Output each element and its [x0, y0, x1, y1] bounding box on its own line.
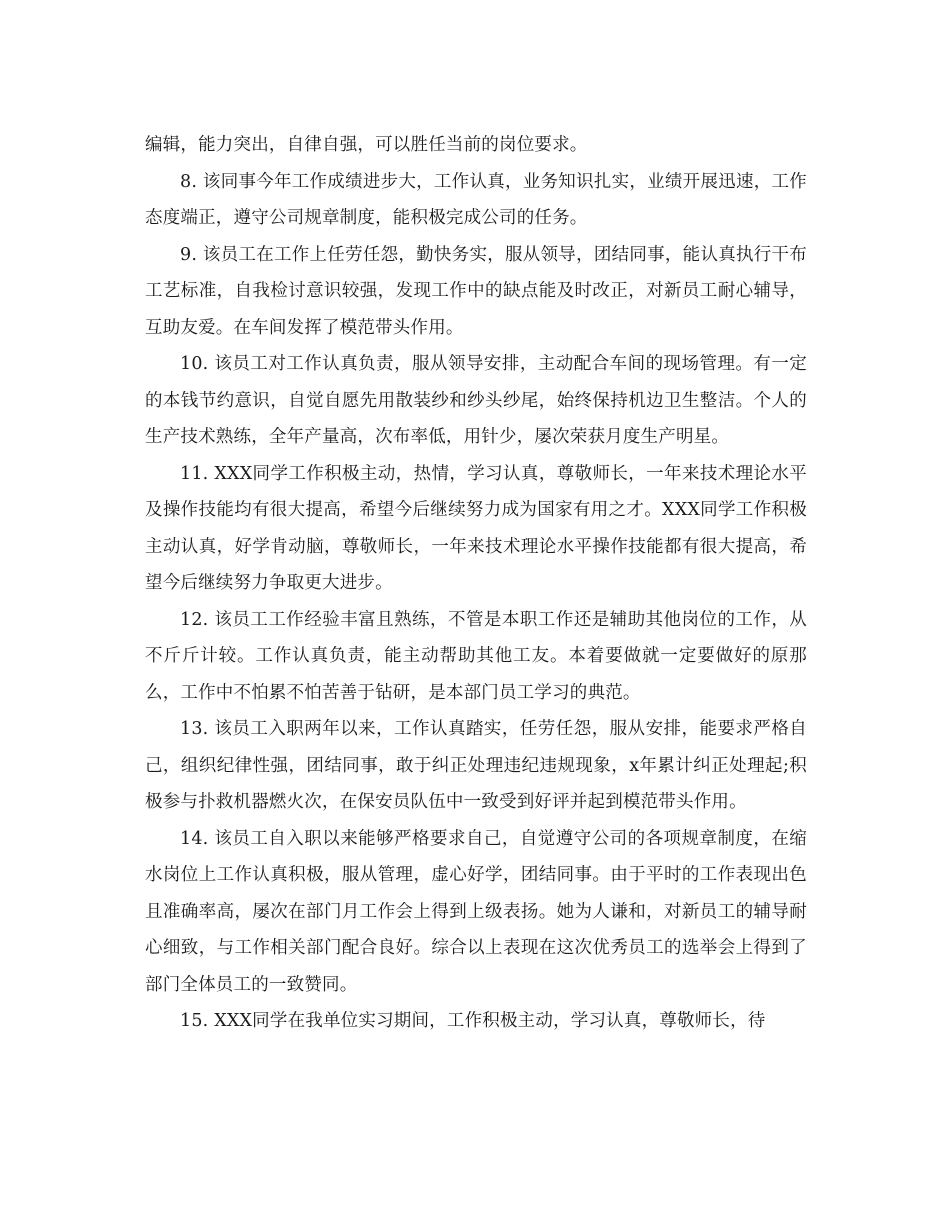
paragraph-item-13: 13. 该员工入职两年以来，工作认真踏实，任劳任怨，服从安排，能要求严格自己，组织纪律性强，团结同事，敢于纠正处理违纪违规现象，x年累计纠正处理起;积极参与扑救机器燃火次，在保安员队伍中一致受到好评并起到模范带头作用。 [145, 719, 807, 812]
paragraph-item-8: 8. 该同事今年工作成绩进步大，工作认真，业务知识扎实，业绩开展迅速，工作态度端正，遵守公司规章制度，能积极完成公司的任务。 [145, 171, 807, 228]
paragraph-item-12: 12. 该员工工作经验丰富且熟练，不管是本职工作还是辅助其他岗位的工作，从不斤斤计较。工作认真负责，能主动帮助其他工友。本着要做就一定要做好的原那么，工作中不怕累不怕苦善于钻研，是本部门员工学习的典范。 [145, 609, 807, 703]
paragraph-item-15: 15. XXX同学在我单位实习期间，工作积极主动，学习认真，尊敬师长，待 [180, 1011, 766, 1031]
paragraph-item-14: 14. 该员工自入职以来能够严格要求自己，自觉遵守公司的各项规章制度，在缩水岗位上工作认真积极，服从管理，虚心好学，团结同事。由于平时的工作表现出色且准确率高，屡次在部门月工作会上得到上级表扬。她为人谦和，对新员工的辅导耐心细致，与工作相关部门配合良好。综合以上表现在这次优秀员工的选举会上得到了部门全体员工的一致赞同。 [145, 828, 807, 995]
paragraph-item-11: 11. XXX同学工作积极主动，热情，学习认真，尊敬师长，一年来技术理论水平及操作技能均有很大提高，希望今后继续努力成为国家有用之才。XXX同学工作积极主动认真，好学肯动脑，尊敬师长，一年来技术理论水平操作技能都有很大提高，希望今后继续努力争取更大进步。 [145, 463, 807, 593]
paragraph-item-9: 9. 该员工在工作上任劳任怨，勤快务实，服从领导，团结同事，能认真执行干布工艺标准，自我检讨意识较强，发现工作中的缺点能及时改正，对新员工耐心辅导，互助友爱。在车间发挥了模范带头作用。 [145, 244, 807, 338]
paragraph-item-10: 10. 该员工对工作认真负责，服从领导安排，主动配合车间的现场管理。有一定的本钱节约意识，自觉自愿先用散装纱和纱头纱尾，始终保持机边卫生整洁。个人的生产技术熟练，全年产量高，次布率低，用针少，屡次荣获月度生产明星。 [145, 354, 807, 447]
document-body [145, 127, 807, 1040]
paragraph-continuation: 编辑，能力突出，自律自强，可以胜任当前的岗位要求。 [145, 135, 588, 155]
